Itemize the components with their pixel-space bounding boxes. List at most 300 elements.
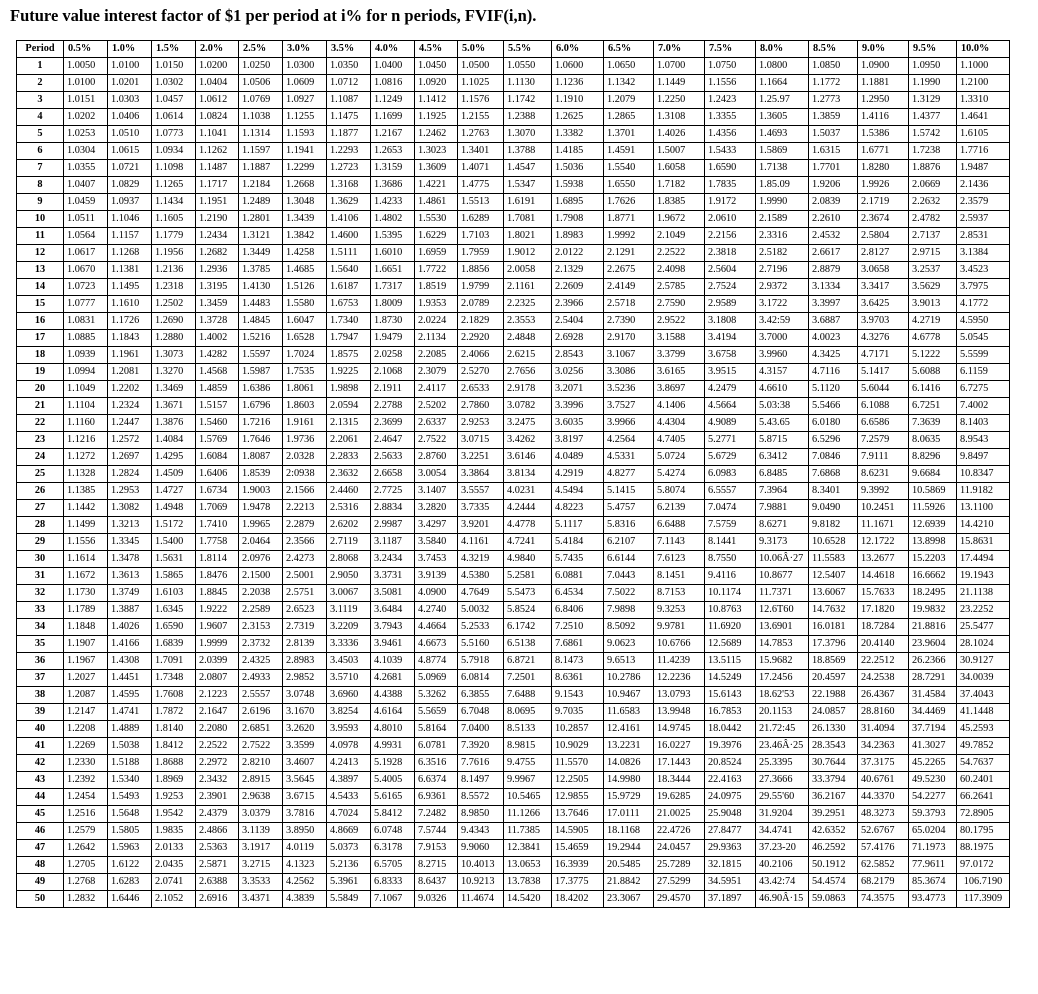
factor-cell: 1.2801 [239, 211, 283, 228]
factor-cell: 74.3575 [858, 891, 909, 908]
factor-cell: 1.1049 [64, 381, 108, 398]
factor-cell: 1.0750 [705, 58, 756, 75]
factor-cell: 1.3023 [415, 143, 458, 160]
factor-cell: 1.1038 [239, 109, 283, 126]
factor-cell: 2.5937 [957, 211, 1010, 228]
factor-cell: 1.0712 [327, 75, 371, 92]
factor-cell: 27.3666 [756, 772, 809, 789]
header-rate: 8.0% [756, 41, 809, 58]
factor-cell: 2.2080 [196, 721, 239, 738]
table-row [17, 279, 1010, 296]
factor-cell: 5.1415 [604, 483, 654, 500]
factor-cell: 4.2413 [327, 755, 371, 772]
factor-cell: 1.3887 [108, 602, 152, 619]
factor-cell: 14.9745 [654, 721, 705, 738]
factor-cell: 5.2581 [504, 568, 552, 585]
factor-cell: 49.7852 [957, 738, 1010, 755]
factor-cell: 2.7656 [504, 364, 552, 381]
factor-cell: 6.5138 [504, 636, 552, 653]
factor-cell: 1.2100 [957, 75, 1010, 92]
factor-cell: 2.0610 [705, 211, 756, 228]
period-cell: 28 [17, 517, 64, 534]
factor-cell: 2.6337 [415, 415, 458, 432]
factor-cell: 1.7348 [152, 670, 196, 687]
factor-cell: 5.1928 [371, 755, 415, 772]
factor-cell: 6.3412 [756, 449, 809, 466]
factor-cell: 9.3992 [858, 483, 909, 500]
factor-cell: 6.0881 [552, 568, 604, 585]
factor-cell: 15.4659 [552, 840, 604, 857]
factor-cell: 9.8182 [809, 517, 858, 534]
factor-cell: 37.1897 [705, 891, 756, 908]
factor-cell: 2.9372 [756, 279, 809, 296]
factor-cell: 2.3432 [196, 772, 239, 789]
factor-cell: 1.0550 [504, 58, 552, 75]
factor-cell: 1.6839 [152, 636, 196, 653]
factor-cell: 3.1187 [371, 534, 415, 551]
factor-cell: 2.4149 [604, 279, 654, 296]
factor-cell: 2.9050 [327, 568, 371, 585]
factor-cell: 1.1434 [152, 194, 196, 211]
factor-cell: 57.4176 [858, 840, 909, 857]
factor-cell: 1.0617 [64, 245, 108, 262]
factor-cell: 2.6617 [809, 245, 858, 262]
factor-cell: 1.2250 [654, 92, 705, 109]
period-cell: 5 [17, 126, 64, 143]
factor-cell: 2.9178 [504, 381, 552, 398]
factor-cell: 3.3799 [654, 347, 705, 364]
factor-cell: 5.8316 [604, 517, 654, 534]
period-cell: 26 [17, 483, 64, 500]
factor-cell: 9.0326 [415, 891, 458, 908]
factor-cell: 1.0939 [64, 347, 108, 364]
factor-cell: 1.1412 [415, 92, 458, 109]
period-cell: 19 [17, 364, 64, 381]
factor-cell: 6.0748 [371, 823, 415, 840]
factor-cell: 2.3674 [858, 211, 909, 228]
factor-cell: 1.9225 [327, 364, 371, 381]
factor-cell: 2.1911 [371, 381, 415, 398]
factor-cell: 1.3213 [108, 517, 152, 534]
factor-cell: 42.6352 [809, 823, 858, 840]
factor-cell: 1.7716 [957, 143, 1010, 160]
factor-cell: 2.2675 [604, 262, 654, 279]
factor-cell: 5.6165 [371, 789, 415, 806]
factor-cell: 5.0969 [415, 670, 458, 687]
factor-cell: 8.9850 [458, 806, 504, 823]
factor-cell: 50.1912 [809, 857, 858, 874]
factor-cell: 2.2085 [415, 347, 458, 364]
factor-cell: 1.6734 [196, 483, 239, 500]
factor-cell: 26.4367 [858, 687, 909, 704]
factor-cell: 6.9361 [415, 789, 458, 806]
factor-cell: 15.8631 [957, 534, 1010, 551]
factor-cell: 106.7190 [957, 874, 1010, 891]
factor-cell: 1.6386 [239, 381, 283, 398]
factor-cell: 1.0450 [415, 58, 458, 75]
factor-cell: 1.2642 [64, 840, 108, 857]
factor-cell: 1.0350 [327, 58, 371, 75]
factor-cell: 4.8774 [415, 653, 458, 670]
factor-cell: 1.5216 [239, 330, 283, 347]
factor-cell: 6.7251 [909, 398, 957, 415]
factor-cell: 1.8603 [283, 398, 327, 415]
factor-cell: 1.1499 [64, 517, 108, 534]
period-cell: 30 [17, 551, 64, 568]
factor-cell: 1.7410 [196, 517, 239, 534]
header-rate: 2.0% [196, 41, 239, 58]
factor-cell: 1.2208 [64, 721, 108, 738]
factor-cell: 1.5580 [283, 296, 327, 313]
factor-cell: 11.5570 [552, 755, 604, 772]
factor-cell: 11.4674 [458, 891, 504, 908]
table-row [17, 483, 1010, 500]
header-rate: 3.5% [327, 41, 371, 58]
factor-cell: 3.9013 [909, 296, 957, 313]
factor-cell: 3.6035 [552, 415, 604, 432]
factor-cell: 3.3336 [327, 636, 371, 653]
factor-cell: 18.7284 [858, 619, 909, 636]
factor-cell: 45.2593 [957, 721, 1010, 738]
factor-cell: 3.5645 [283, 772, 327, 789]
period-cell: 40 [17, 721, 64, 738]
factor-cell: 2.9987 [371, 517, 415, 534]
factor-cell: 1.5400 [152, 534, 196, 551]
factor-cell: 2.9715 [909, 245, 957, 262]
factor-cell: 1.1907 [64, 636, 108, 653]
factor-cell: 2.1329 [552, 262, 604, 279]
factor-cell: 2.0839 [809, 194, 858, 211]
factor-cell: 10.6528 [809, 534, 858, 551]
factor-cell: 23.2252 [957, 602, 1010, 619]
factor-cell: 1.1449 [654, 75, 705, 92]
factor-cell: 14.5249 [705, 670, 756, 687]
factor-cell: 1.6528 [283, 330, 327, 347]
factor-cell: 2.3901 [196, 789, 239, 806]
factor-cell: 1.1104 [64, 398, 108, 415]
factor-cell: 3.0054 [415, 466, 458, 483]
period-cell: 47 [17, 840, 64, 857]
factor-cell: 4.6673 [415, 636, 458, 653]
factor-cell: 23.46Â·25 [756, 738, 809, 755]
factor-cell: 4.4304 [654, 415, 705, 432]
factor-cell: 2.6388 [196, 874, 239, 891]
factor-cell: 4.2740 [415, 602, 458, 619]
factor-cell: 1.5433 [705, 143, 756, 160]
factor-cell: 29.4570 [654, 891, 705, 908]
period-cell: 25 [17, 466, 64, 483]
factor-cell: 8.0635 [909, 432, 957, 449]
factor-cell: 3.7943 [371, 619, 415, 636]
factor-cell: 8.5572 [458, 789, 504, 806]
factor-cell: 1.2155 [458, 109, 504, 126]
factor-cell: 8.1441 [705, 534, 756, 551]
factor-cell: 1.0937 [108, 194, 152, 211]
factor-cell: 2.0133 [152, 840, 196, 857]
factor-cell: 3.42:59 [756, 313, 809, 330]
factor-cell: 2.1223 [196, 687, 239, 704]
factor-cell: 1.3788 [504, 143, 552, 160]
factor-cell: 1.0934 [152, 143, 196, 160]
factor-cell: 1.8140 [152, 721, 196, 738]
factor-cell: 10.9213 [458, 874, 504, 891]
period-cell: 3 [17, 92, 64, 109]
factor-cell: 2.1291 [604, 245, 654, 262]
factor-cell: 5.3262 [415, 687, 458, 704]
factor-cell: 8.7153 [654, 585, 705, 602]
factor-cell: 1.2516 [64, 806, 108, 823]
factor-cell: 11.4239 [654, 653, 705, 670]
factor-cell: 13.0653 [504, 857, 552, 874]
factor-cell: 5.8164 [415, 721, 458, 738]
factor-cell: 3.4607 [283, 755, 327, 772]
factor-cell: 8.5133 [504, 721, 552, 738]
factor-cell: 5.5599 [957, 347, 1010, 364]
factor-cell: 1.5597 [239, 347, 283, 364]
table-row [17, 398, 1010, 415]
factor-cell: 97.0172 [957, 857, 1010, 874]
factor-cell: 1.0614 [152, 109, 196, 126]
factor-cell: 4.7116 [809, 364, 858, 381]
factor-cell: 6.0781 [415, 738, 458, 755]
factor-cell: 9.7035 [552, 704, 604, 721]
factor-cell: 5.2136 [327, 857, 371, 874]
factor-cell: 2.9253 [458, 415, 504, 432]
table-row [17, 160, 1010, 177]
factor-cell: 1.2723 [327, 160, 371, 177]
factor-cell: 2.5557 [239, 687, 283, 704]
factor-cell: 12.4161 [604, 721, 654, 738]
factor-cell: 1.5038 [108, 738, 152, 755]
factor-cell: 2.4379 [196, 806, 239, 823]
factor-cell: 6.5296 [809, 432, 858, 449]
factor-cell: 1.3168 [327, 177, 371, 194]
period-cell: 2 [17, 75, 64, 92]
factor-cell: 41.1448 [957, 704, 1010, 721]
factor-cell: 4.7024 [327, 806, 371, 823]
factor-cell: 1.2318 [152, 279, 196, 296]
factor-cell: 1.4600 [327, 228, 371, 245]
table-row [17, 874, 1010, 891]
factor-cell: 2.1647 [196, 704, 239, 721]
factor-cell: 46.2592 [809, 840, 858, 857]
factor-cell: 6.8406 [552, 602, 604, 619]
factor-cell: 1.2392 [64, 772, 108, 789]
factor-cell: 1.1556 [705, 75, 756, 92]
factor-cell: 1.5188 [108, 755, 152, 772]
factor-cell: 1.4166 [108, 636, 152, 653]
table-row [17, 891, 1010, 908]
factor-cell: 3.1334 [809, 279, 858, 296]
factor-cell: 23.3067 [604, 891, 654, 908]
factor-cell: 1.5865 [152, 568, 196, 585]
factor-cell: 22.4726 [654, 823, 705, 840]
factor-cell: 1.5513 [458, 194, 504, 211]
factor-cell: 2.3632 [327, 466, 371, 483]
factor-cell: 21.8816 [909, 619, 957, 636]
factor-cell: 2.8210 [239, 755, 283, 772]
factor-cell: 4.6164 [371, 704, 415, 721]
factor-cell: 2.3966 [552, 296, 604, 313]
table-row [17, 789, 1010, 806]
table-row [17, 466, 1010, 483]
factor-cell: 1.25.97 [756, 92, 809, 109]
period-cell: 27 [17, 500, 64, 517]
factor-cell: 1.4185 [552, 143, 604, 160]
factor-cell: 2.1719 [858, 194, 909, 211]
factor-cell: 3.2820 [415, 500, 458, 517]
factor-cell: 3.1067 [604, 347, 654, 364]
factor-cell: 1.7835 [705, 177, 756, 194]
factor-cell: 3.7527 [604, 398, 654, 415]
factor-cell: 1.2079 [604, 92, 654, 109]
factor-cell: 1.2950 [858, 92, 909, 109]
factor-cell: 1.0994 [64, 364, 108, 381]
factor-cell: 2.2061 [327, 432, 371, 449]
factor-cell: 5.7435 [552, 551, 604, 568]
header-rate: 10.0% [957, 41, 1010, 58]
factor-cell: 1.3686 [371, 177, 415, 194]
factor-cell: 1.8385 [654, 194, 705, 211]
period-cell: 17 [17, 330, 64, 347]
factor-cell: 3.1588 [654, 330, 705, 347]
factor-cell: 3.6758 [705, 347, 756, 364]
factor-cell: 1.6010 [371, 245, 415, 262]
factor-cell: 1.1726 [108, 313, 152, 330]
table-row [17, 772, 1010, 789]
factor-cell: 4.8277 [604, 466, 654, 483]
factor-cell: 11.7371 [756, 585, 809, 602]
factor-cell: 3.3864 [458, 466, 504, 483]
factor-cell: 21.72:45 [756, 721, 809, 738]
factor-cell: 2.4460 [327, 483, 371, 500]
factor-cell: 1.6651 [371, 262, 415, 279]
factor-cell: 1.1848 [64, 619, 108, 636]
factor-cell: 1.8280 [858, 160, 909, 177]
table-row [17, 687, 1010, 704]
factor-cell: 1.4861 [415, 194, 458, 211]
factor-cell: 2.0399 [196, 653, 239, 670]
factor-cell: 4.7405 [654, 432, 705, 449]
factor-cell: 1.2502 [152, 296, 196, 313]
factor-cell: 1.8009 [371, 296, 415, 313]
factor-cell: 2.3153 [239, 619, 283, 636]
factor-cell: 5.43.65 [756, 415, 809, 432]
factor-cell: 1.1249 [371, 92, 415, 109]
page-title: Future value interest factor of $1 per period at i% for n periods, FVIF(i,n). [10, 6, 537, 25]
factor-cell: 17.0111 [604, 806, 654, 823]
table-row [17, 449, 1010, 466]
factor-cell: 1.4130 [239, 279, 283, 296]
factor-cell: 22.2512 [858, 653, 909, 670]
factor-cell: 13.6901 [756, 619, 809, 636]
factor-cell: 1.1910 [552, 92, 604, 109]
factor-cell: 23.9604 [909, 636, 957, 653]
factor-cell: 1.0355 [64, 160, 108, 177]
factor-cell: 1.2447 [108, 415, 152, 432]
factor-cell: 1.5530 [415, 211, 458, 228]
factor-cell: 6.5705 [371, 857, 415, 874]
factor-cell: 1.8983 [552, 228, 604, 245]
factor-cell: 1.3469 [152, 381, 196, 398]
factor-cell: 1.5769 [196, 432, 239, 449]
factor-cell: 1.5007 [654, 143, 705, 160]
factor-cell: 1.1000 [957, 58, 1010, 75]
factor-cell: 17.2456 [756, 670, 809, 687]
factor-cell: 6.1742 [504, 619, 552, 636]
factor-cell: 1.4775 [458, 177, 504, 194]
header-rate: 4.5% [415, 41, 458, 58]
factor-cell: 1.0302 [152, 75, 196, 92]
factor-cell: 1.6084 [196, 449, 239, 466]
factor-cell: 4.2562 [283, 874, 327, 891]
factor-cell: 4.5331 [604, 449, 654, 466]
factor-cell: 7.3920 [458, 738, 504, 755]
factor-cell: 1.4002 [196, 330, 239, 347]
table-row [17, 228, 1010, 245]
factor-cell: 5.8524 [504, 602, 552, 619]
factor-cell: 31.9204 [756, 806, 809, 823]
factor-cell: 32.1815 [705, 857, 756, 874]
factor-cell: 85.3674 [909, 874, 957, 891]
factor-cell: 1.2668 [283, 177, 327, 194]
factor-cell: 1.7908 [552, 211, 604, 228]
factor-cell: 10.2451 [858, 500, 909, 517]
period-cell: 42 [17, 755, 64, 772]
factor-cell: 4.2681 [371, 670, 415, 687]
factor-cell: 3.4503 [327, 653, 371, 670]
factor-cell: 2.8139 [283, 636, 327, 653]
factor-cell: 1.6315 [809, 143, 858, 160]
factor-cell: 17.1443 [654, 755, 705, 772]
factor-cell: 1.2768 [64, 874, 108, 891]
factor-cell: 1.4221 [415, 177, 458, 194]
factor-cell: 4.1039 [371, 653, 415, 670]
factor-cell: 15.7633 [858, 585, 909, 602]
factor-cell: 7.6488 [504, 687, 552, 704]
factor-cell: 77.9611 [909, 857, 957, 874]
factor-cell: 3.5710 [327, 670, 371, 687]
factor-cell: 2.0976 [239, 551, 283, 568]
factor-cell: 5.8715 [756, 432, 809, 449]
table-row [17, 670, 1010, 687]
factor-cell: 14.5905 [552, 823, 604, 840]
header-rate: 5.5% [504, 41, 552, 58]
factor-cell: 2.0058 [504, 262, 552, 279]
header-rate: 7.0% [654, 41, 705, 58]
factor-cell: 4.8010 [371, 721, 415, 738]
factor-cell: 10.8347 [957, 466, 1010, 483]
table-row [17, 840, 1010, 857]
factor-cell: 1.2081 [108, 364, 152, 381]
factor-cell: 6.8485 [756, 466, 809, 483]
factor-cell: 1.5987 [239, 364, 283, 381]
table-row [17, 806, 1010, 823]
period-cell: 14 [17, 279, 64, 296]
factor-cell: 18.2495 [909, 585, 957, 602]
factor-cell: 4.4388 [371, 687, 415, 704]
factor-cell: 1.1495 [108, 279, 152, 296]
factor-cell: 1.5640 [327, 262, 371, 279]
factor-cell: 1.3785 [239, 262, 283, 279]
factor-cell: 4.4778 [504, 517, 552, 534]
factor-cell: 29.55'60 [756, 789, 809, 806]
factor-cell: 5.4274 [654, 466, 705, 483]
factor-cell: 14.0826 [604, 755, 654, 772]
factor-cell: 1.0400 [371, 58, 415, 75]
header-rate: 5.0% [458, 41, 504, 58]
factor-cell: 62.5852 [858, 857, 909, 874]
